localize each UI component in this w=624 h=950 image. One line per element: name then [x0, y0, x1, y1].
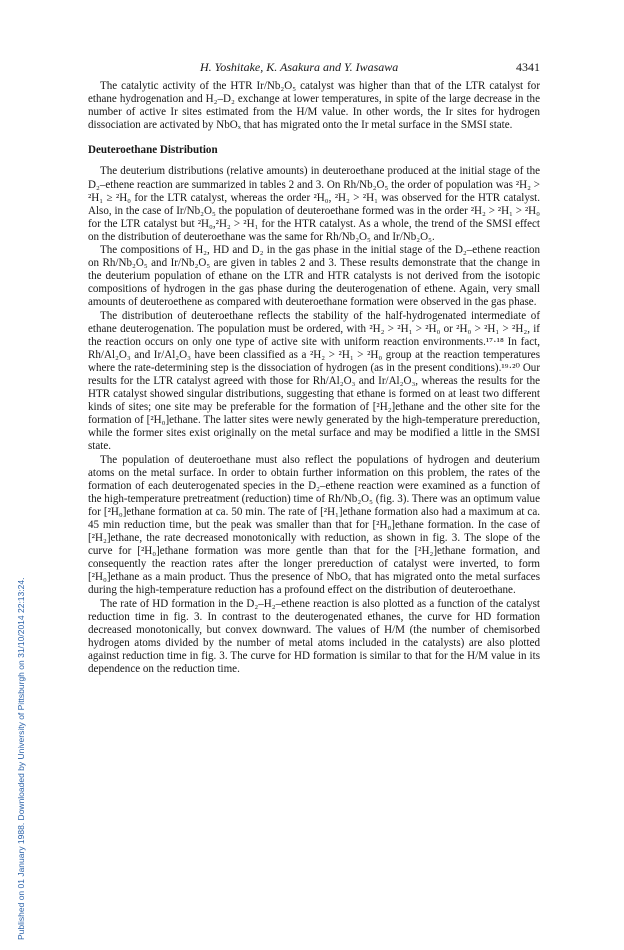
download-watermark-text[interactable]: Published on 01 January 1988. Downloaded by University of Pittsburgh on 31/10/2014 22:13:24. [16, 577, 26, 940]
running-header [90, 60, 540, 76]
paragraph: The deuterium distributions (relative amounts) in deuteroethane produced at the initial stage of the D₂–ethene reaction are summarized in tables 2 and 3. On Rh/Nb₂O₅ the order of population was ²H₂ > ²H₁ ≥ ²H₀ for the LTR catalyst, whereas the order ²H₀, ²H₂ > ²H₁ was observed for the HTR catalyst. Also, in the case of Ir/Nb₂O₅ the population of deuteroethane formed was in the order ²H₂ > ²H₁ > ²H₀ for the LTR catalyst but ²H₀,²H₂ > ²H₁ for the HTR catalyst. As a whole, the trend of the SMSI effect on the distribution of deuteroethane was the same for Rh/Nb₂O₅ and Ir/Nb₂O₅. [88, 165, 540, 243]
paragraph: The distribution of deuteroethane reflects the stability of the half-hydrogenated intermediate of ethane deuterogenation. The population must be ordered, with ²H₂ > ²H₁ > ²H₀ or ²H₀ > ²H₁ > ²H₂, if the reaction occurs on only one type of active site with uniform reaction environments.¹⁷·¹⁸ In fact, Rh/Al₂O₃ and Ir/Al₂O₃ have been classified as a ²H₂ > ²H₁ > ²H₀ group at the reaction temperatures where the rate-determining step is the dissociation of hydrogen (as in the present conditions).¹⁹·²⁰ Our results for the LTR catalyst agreed with those for Rh/Al₂O₃ and Ir/Al₂O₃, whereas the results for the HTR catalyst showed singular distributions, suggesting that ethane is formed on at least two different kinds of sites; one site may be preferable for the formation of [²H₂]ethane and the other site for the formation of [²H₀]ethane. The latter sites were newly generated by the high-temperature prereduction, while the former sites exist originally on the metal surface and may be modified a little in the SMSI state. [88, 309, 540, 453]
article-body [88, 80, 540, 676]
paragraph: The compositions of H₂, HD and D₂ in the gas phase in the initial stage of the D₂–ethene reaction on Rh/Nb₂O₅ and Ir/Nb₂O₅ are given in tables 2 and 3. These results demonstrate that the change in the deuterium population of ethane on the LTR and HTR catalysts is not derived from the isotopic compositions of hydrogen in the gas phase during the deuterogenation of ethene. Again, very small amounts of deuteroethene as compared with deuteroethane formation were observed in the gas phase. [88, 244, 540, 309]
section-heading: Deuteroethane Distribution [88, 144, 218, 157]
paragraph: The catalytic activity of the HTR Ir/Nb₂O₅ catalyst was higher than that of the LTR catalyst for ethane hydrogenation and H₂–D₂ exchange at lower temperatures, in spite of the large decrease in the number of active Ir sites estimated from the H/M value. In other words, the Ir sites for hydrogen dissociation are activated by NbOₓ that has migrated onto the Ir metal surface in the SMSI state. [88, 80, 540, 132]
paragraph: The population of deuteroethane must also reflect the populations of hydrogen and deuterium atoms on the metal surface. In order to obtain further information on this problem, the rates of the formation of each deuterogenated species in the D₂–ethene reaction were examined as a function of the high-temperature pretreatment (reduction) time of Rh/Nb₂O₅ (fig. 3). There was an optimum value for [²H₀]ethane formation at ca. 50 min. The rate of [²H₁]ethane formation also had a maximum at ca. 45 min reduction time, but the peak was smaller than that for [²H₀]ethane formation. In the case of [²H₂]ethane, the rate decreased monotonically with reduction, as shown in fig. 3. The slope of the curve for [²H₀]ethane formation was more gentle than that for the [²H₂]ethane formation, and consequently the reaction rates after the longer prereduction of catalyst were inverted, to form [²H₀]ethane as a main product. Thus the presence of NbOₓ that has migrated onto the metal surfaces during the high-temperature reduction has a profound effect on the distribution of deuteroethane. [88, 453, 540, 597]
download-watermark [6, 120, 26, 950]
header-authors: H. Yoshitake, K. Asakura and Y. Iwasawa [200, 60, 399, 74]
paragraph: The rate of HD formation in the D₂–H₂–ethene reaction is also plotted as a function of the catalyst reduction time in fig. 3. In contrast to the deuterogenated ethanes, the curve for HD formation decreased monotonically, but convex downward. The values of H/M (the number of chemisorbed hydrogen atoms divided by the number of metal atoms included in the catalysts) are also plotted against reduction time in fig. 3. The curve for HD formation is similar to that for the H/M value in its dependence on the reduction time. [88, 597, 540, 676]
page-number: 4341 [516, 60, 540, 74]
